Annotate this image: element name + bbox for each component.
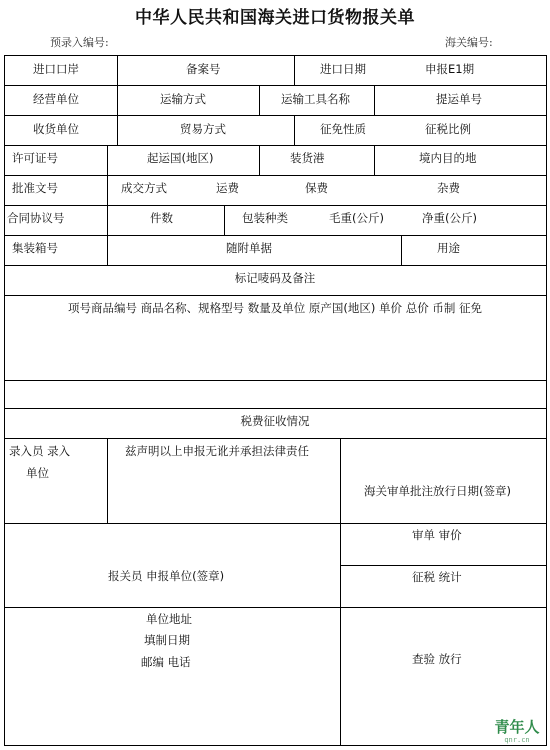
page-title: 中华人民共和国海关进口货物报关单 (135, 8, 415, 28)
import-port-label: 进口口岸 (33, 62, 79, 76)
watermark-url: qnr.cn (504, 736, 530, 744)
origin-country-label: 起运国(地区) (147, 151, 214, 165)
usage-label: 用途 (437, 241, 460, 255)
marks-and-remarks-label: 标记唛码及备注 (234, 271, 316, 285)
record-number-label: 备案号 (186, 62, 221, 76)
transport-vehicle-name-label: 运输工具名称 (281, 92, 350, 106)
attached-documents-label: 随附单据 (226, 241, 272, 255)
inspection-release-label: 查验 放行 (412, 652, 462, 666)
consignee-unit-label: 收货单位 (33, 122, 79, 136)
insurance-label: 保费 (305, 181, 328, 195)
net-weight-label: 净重(公斤) (422, 211, 477, 225)
loading-port-label: 装货港 (290, 151, 325, 165)
misc-charges-label: 杂费 (437, 181, 460, 195)
gross-weight-label: 毛重(公斤) (329, 211, 384, 225)
fill-date-label: 填制日期 (144, 633, 190, 647)
bill-of-lading-number-label: 提运单号 (436, 92, 482, 106)
freight-label: 运费 (216, 181, 239, 195)
trade-mode-label: 贸易方式 (180, 122, 226, 136)
domestic-destination-label: 境内目的地 (419, 151, 477, 165)
operating-unit-label: 经营单位 (33, 92, 79, 106)
tax-collection-label: 税费征收情况 (240, 414, 310, 428)
watermark-logo: 青年人 (494, 718, 540, 736)
pre-entry-number-label: 预录入编号: (50, 36, 109, 49)
tax-ratio-label: 征税比例 (425, 122, 471, 136)
declarant-label: 报关员 申报单位(签章) (108, 569, 225, 583)
tax-statistics-label: 征税 统计 (412, 570, 462, 584)
customs-approval-label: 海关审单批注放行日期(签章) (364, 484, 511, 498)
package-count-label: 件数 (150, 211, 173, 225)
transaction-mode-label: 成交方式 (121, 181, 167, 195)
entry-clerk-label: 录入员 录入 (9, 444, 71, 458)
container-number-label: 集装箱号 (12, 241, 58, 255)
exemption-nature-label: 征免性质 (320, 122, 366, 136)
entry-unit-label: 单位 (26, 466, 49, 480)
import-date-label: 进口日期 (320, 62, 366, 76)
customs-number-label: 海关编号: (445, 36, 493, 49)
postcode-phone-label: 邮编 电话 (141, 655, 191, 669)
approval-number-label: 批准文号 (12, 181, 58, 195)
declaration-statement: 兹声明以上申报无讹并承担法律责任 (125, 444, 309, 458)
contract-number-label: 合同协议号 (7, 211, 65, 225)
transport-mode-label: 运输方式 (160, 92, 206, 106)
goods-items-header: 项号商品编号 商品名称、规格型号 数量及单位 原产国(地区) 单价 总价 币制 征免 (67, 301, 483, 315)
license-number-label: 许可证号 (12, 151, 58, 165)
package-type-label: 包装种类 (242, 211, 288, 225)
unit-address-label: 单位地址 (146, 612, 192, 626)
review-pricing-label: 审单 审价 (412, 528, 462, 542)
declaration-date-label: 申报E1期 (425, 62, 475, 76)
